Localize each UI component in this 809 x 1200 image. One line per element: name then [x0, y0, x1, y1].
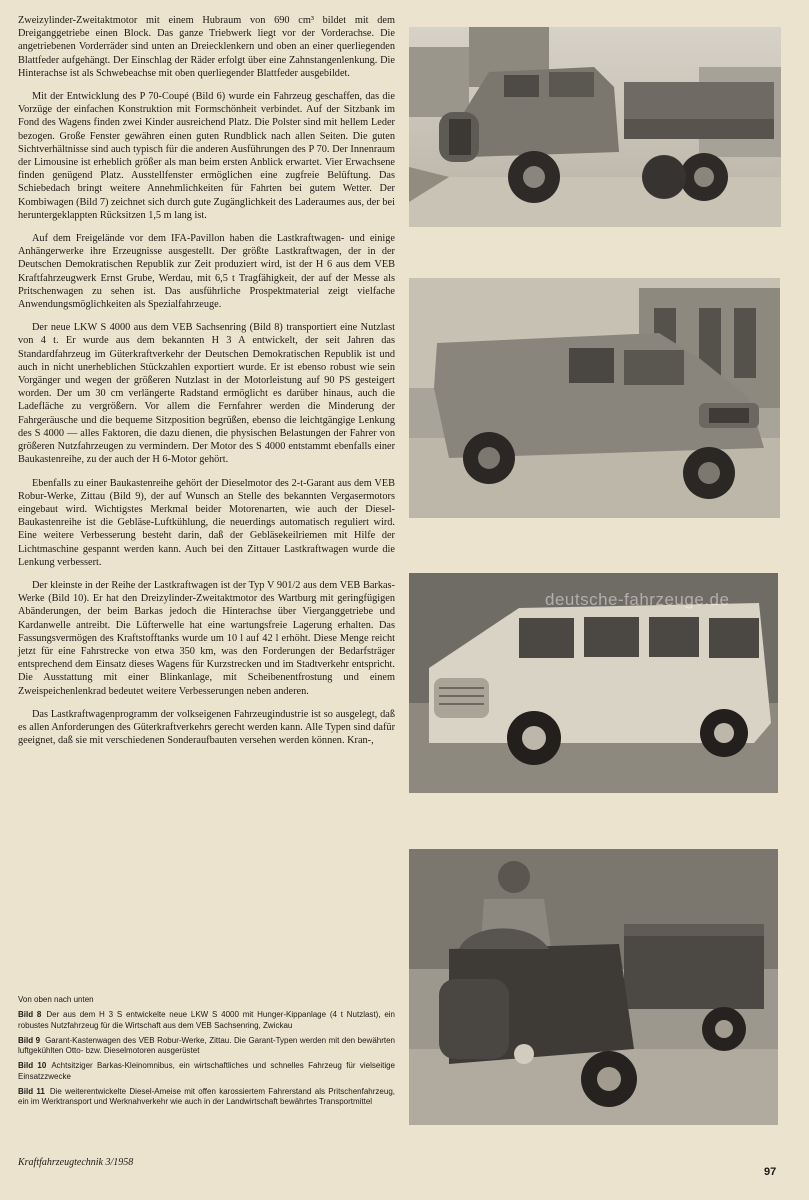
article-paragraph: Ebenfalls zu einer Baukastenreihe gehört der Dieselmotor des 2-t-Garant aus dem VEB Robur-Werke, Zittau (Bild 9), der auf Wunsch an Stelle des bekannten Vergasermotors eingebaut wird. Wichtigstes Merkmal beider Motorenarten, wie auch der Diesel-Baukastenreihe ist die Gebläse-Luftkühlung, die neuerdings automatisch reguliert wird. Eine weitere Verbesserung besteht darin, daß der Gebläsekeilriemen mit Hilfe der Lichtmaschine gespannt werden kann. Auch bei den Zittauer Lastkraftwagen wurde die Lenkung verbessert.	[18, 477, 395, 568]
article-paragraph: Auf dem Freigelände vor dem IFA-Pavillon haben die Lastkraftwagen- und einige Anhängerwerke ihre Erzeugnisse ausgestellt. Der größte Lastkraftwagen, der in der Deutschen Demokratischen Republik zur Zeit produziert wird, ist der H 6 aus dem VEB Kraftfahrzeugwerk Ernst Grube, Werdau, mit 6,5 t Tragfähigkeit, der auf der Messe als Pritschenwagen zu sehen ist. Das ausführliche Prospektmaterial zeigt vielfache Anwendungsmöglichkeiten als Spezialfahrzeuge.	[18, 233, 395, 311]
article-paragraph: Zweizylinder-Zweitaktmotor mit einem Hubraum von 690 cm³ bildet mit dem Dreiganggetriebe einen Block. Das ganze Triebwerk liegt vor der Vorderachse. Die angetriebenen Vorderräder sind unten an Dreiecklenkern und oben an einer querliegenden Blattfeder aufgehängt. Der Einschlag der Räder erfolgt über eine Zahnstangenlenkung. Die Hinterachse ist als Schwebeachse mit oben querliegender Blattfeder ausgebildet.	[18, 15, 395, 79]
caption-text: Der aus dem H 3 S entwickelte neue LKW S 4000 mit Hunger-Kippanlage (4 t Nutzlast), ein robustes Nutzfahrzeug für die Wirtschaft aus dem VEB Sachsenring, Zwickau	[18, 1010, 395, 1030]
journal-footer: Kraftfahrzeugtechnik 3/1958	[18, 1157, 134, 1168]
captions-heading: Von oben nach unten	[18, 995, 94, 1004]
caption-bild-10	[18, 1061, 395, 1082]
caption-text: Garant-Kastenwagen des VEB Robur-Werke, Zittau. Die Garant-Typen werden mit den bewährten luftgekühlten Otto- bzw. Dieselmotoren ausgerüstet	[18, 1035, 395, 1056]
caption-text: Achtsitziger Barkas-Kleinomnibus, ein wirtschaftliches und schnelles Fahrzeug für vielseitige Einsatzzwecke	[18, 1061, 395, 1081]
article-paragraph: Das Lastkraftwagenprogramm der volkseigenen Fahrzeugindustrie ist so ausgelegt, daß es allen Anforderungen des Güterkraftverkehrs gerecht werden kann. Alle Typen sind dafür geeignet, daß sie mit verschiedenen Sonderaufbauten versehen werden können. Kran-,	[18, 708, 395, 747]
caption-bild-9	[18, 1036, 395, 1057]
caption-label: Bild 11	[18, 1087, 45, 1097]
page-number: 97	[764, 1166, 777, 1178]
diesel-ameise-illustration	[409, 849, 778, 1125]
caption-bild-11	[18, 1087, 395, 1108]
watermark-text: deutsche-fahrzeuge.de	[545, 590, 730, 609]
figure-captions	[18, 995, 395, 1113]
caption-label: Bild 10	[18, 1061, 47, 1071]
caption-text: Die weiterentwickelte Diesel-Ameise mit offen karossiertem Fahrerstand als Pritschenfahrzeug, ein im Werktransport und Werknahverkehr wie auch in der Landwirtschaft bewährtes Transportmittel	[18, 1087, 395, 1107]
article-paragraph: Mit der Entwicklung des P 70-Coupé (Bild 6) wurde ein Fahrzeug geschaffen, das die Vorzüge der einfachen Konstruktion mit Formschönheit verbindet. Auf der Sitzbank im Fond des Wagens finden zwei Kinder ausreichend Platz. Die Polster sind mit hellem Leder bezogen. Große Fenster gewähren einen guten Rundblick nach allen Seiten. Die guten Sichtverhältnisse sind auch typisch für die anderen Ausführungen des P 70. Der Innenraum der Limousine ist erheblich größer als man beim ersten Anblick erwartet. Vier Erwachsene finden genügend Platz. Ausstellfenster ermöglichen eine zugfreie Belüftung. Das Schiebedach bringt weitere Annehmlichkeiten für Fahrten bei gutem Wetter. Der Kombiwagen (Bild 7) zeichnet sich durch gute Zugänglichkeit des Laderaumes aus, der bei heruntergeklappten Rücksitzen 1,5 m lang ist.	[18, 91, 395, 221]
caption-label: Bild 9	[18, 1035, 41, 1045]
panel-van-illustration	[409, 278, 780, 518]
caption-label: Bild 8	[18, 1010, 42, 1020]
dump-truck-photo	[409, 27, 781, 227]
dump-truck-illustration	[409, 27, 781, 227]
caption-bild-8	[18, 1010, 395, 1031]
article-paragraph: Der neue LKW S 4000 aus dem VEB Sachsenring (Bild 8) transportiert eine Nutzlast von 4 t. Er wurde aus dem bekannten H 3 A entwickelt, der seit Jahren das Standardfahrzeug im Güterkraftverkehr der Deutschen Demokratischen Republik ist und auch in nicht unerheblichen Stückzahlen exportiert wurde. Er ist ebenso robust wie sein Vorgänger und wegen der größeren Nutzlast in der Motorleistung auf 90 PS gesteigert worden. Der um 30 cm verlängerte Radstand ermöglicht es darüber hinaus, auch die Ladefläche zu vergrößern. Vor allem die Fernfahrer werden die Minderung der Fahrgeräusche und die bequeme Sitzposition begrüßen, ebenso die leichtgängige Lenkung des S 4000 — alles Faktoren, die dazu dienen, die physischen Belastungen der Fahrer von größeren Nutzfahrzeugen zu vermindern. Der Motor des S 4000 entstammt ebenfalls einer Baukastenreihe, zu der auch der H 6-Motor gehört.	[18, 322, 395, 466]
article-paragraph: Der kleinste in der Reihe der Lastkraftwagen ist der Typ V 901/2 aus dem VEB Barkas-Werke (Bild 10). Er hat den Dreizylinder-Zweitaktmotor des Wartburg mit geringfügigen Abänderungen, der beim Barkas jedoch die Hinterachse über Vierganggetriebe und Kardanwelle antreibt. Die Lüfterwelle hat eine wartungsfreie Lagerung erhalten. Das Fassungsvermögen des Kraftstofftanks wurde um 10 l auf 42 l erhöht. Diese Menge reicht jetzt für eine Fahrstrecke von etwa 350 km, was den Forderungen der Bedarfsträger entsprechend dem Einsatz dieses Wagens für Kurzstrecken und im Stadtverkehr entspricht. Die Ausstattung mit einer Blinkanlage, mit Scheibenentfrostung und einem Zweispeichenlenkrad bedeutet weitere Verbesserungen neben anderen.	[18, 579, 395, 697]
panel-van-photo	[409, 278, 780, 518]
article-text-column	[18, 14, 395, 757]
diesel-ameise-photo	[409, 849, 778, 1125]
